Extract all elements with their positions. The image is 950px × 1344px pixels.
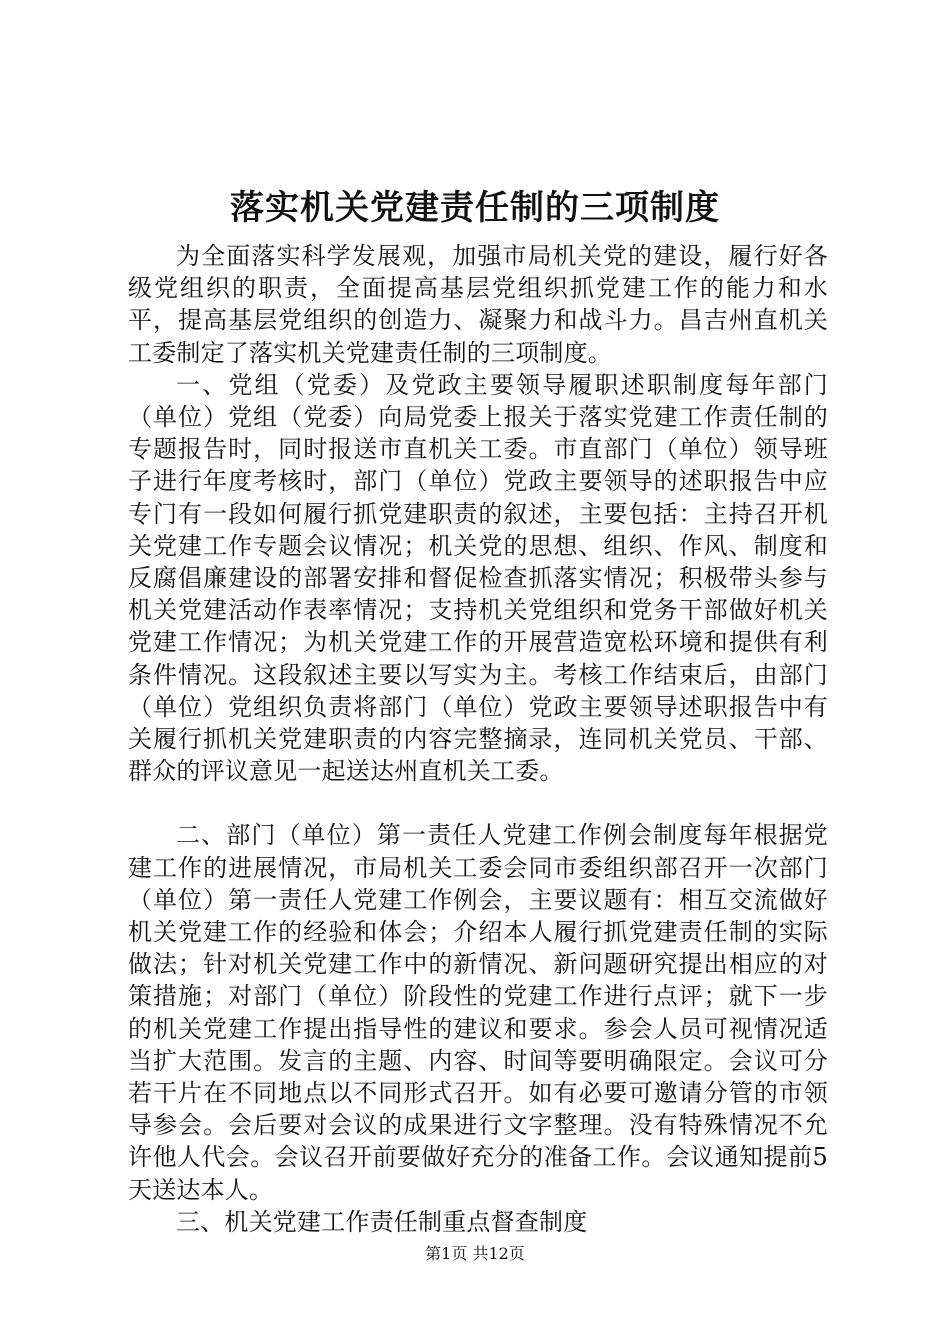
paragraph-section-three: 三、机关党建工作责任制重点督查制度 [176,1207,588,1236]
paragraph-section-two: 二、部门（单位）第一责任人党建工作例会制度每年根据党建工作的进展情况，市局机关工委会同市委组织部召开一次部门（单位）第一责任人党建工作例会，主要议题有：相互交流做好机关党建工作的经验和体会；介绍本人履行抓党建责任制的实际做法；针对机关党建工作中的新情况、新问题研究提出相应的对策措施；对部门（单位）阶段性的党建工作进行点评；就下一步的机关党建工作提出指导性的建议和要求。参会人员可视情况适当扩大范围。发言的主题、内容、时间等要明确限定。会议可分若干片在不同地点以不同形式召开。如有必要可邀请分管的市领导参会。会后要对会议的成果进行文字整理。没有特殊情况不允许他人代会。会议召开前要做好充分的准备工作。会议通知提前5天送达本人。 [128,821,828,1204]
document-body [128,240,828,1238]
document-title: 落实机关党建责任制的三项制度 [230,188,720,228]
paragraph-intro: 为全面落实科学发展观，加强市局机关党的建设，履行好各级党组织的职责，全面提高基层党组织抓党建工作的能力和水平，提高基层党组织的创造力、凝聚力和战斗力。昌吉州直机关工委制定了落实机关党建责任制的三项制度。 [128,242,828,367]
paragraph-section-one: 一、党组（党委）及党政主要领导履职述职制度每年部门（单位）党组（党委）向局党委上报关于落实党建工作责任制的专题报告时，同时报送市直机关工委。市直部门（单位）领导班子进行年度考核时，部门（单位）党政主要领导的述职报告中应专门有一段如何履行抓党建职责的叙述，主要包括：主持召开机关党建工作专题会议情况；机关党的思想、组织、作风、制度和反腐倡廉建设的部署安排和督促检查抓落实情况；积极带头参与机关党建活动作表率情况；支持机关党组织和党务干部做好机关党建工作情况；为机关党建工作的开展营造宽松环境和提供有利条件情况。这段叙述主要以写实为主。考核工作结束后，由部门（单位）党组织负责将部门（单位）党政主要领导述职报告中有关履行抓机关党建职责的内容完整摘录，连同机关党员、干部、群众的评议意见一起送达州直机关工委。 [128,370,828,786]
page-number: 第1页 共12页 [425,1244,525,1263]
